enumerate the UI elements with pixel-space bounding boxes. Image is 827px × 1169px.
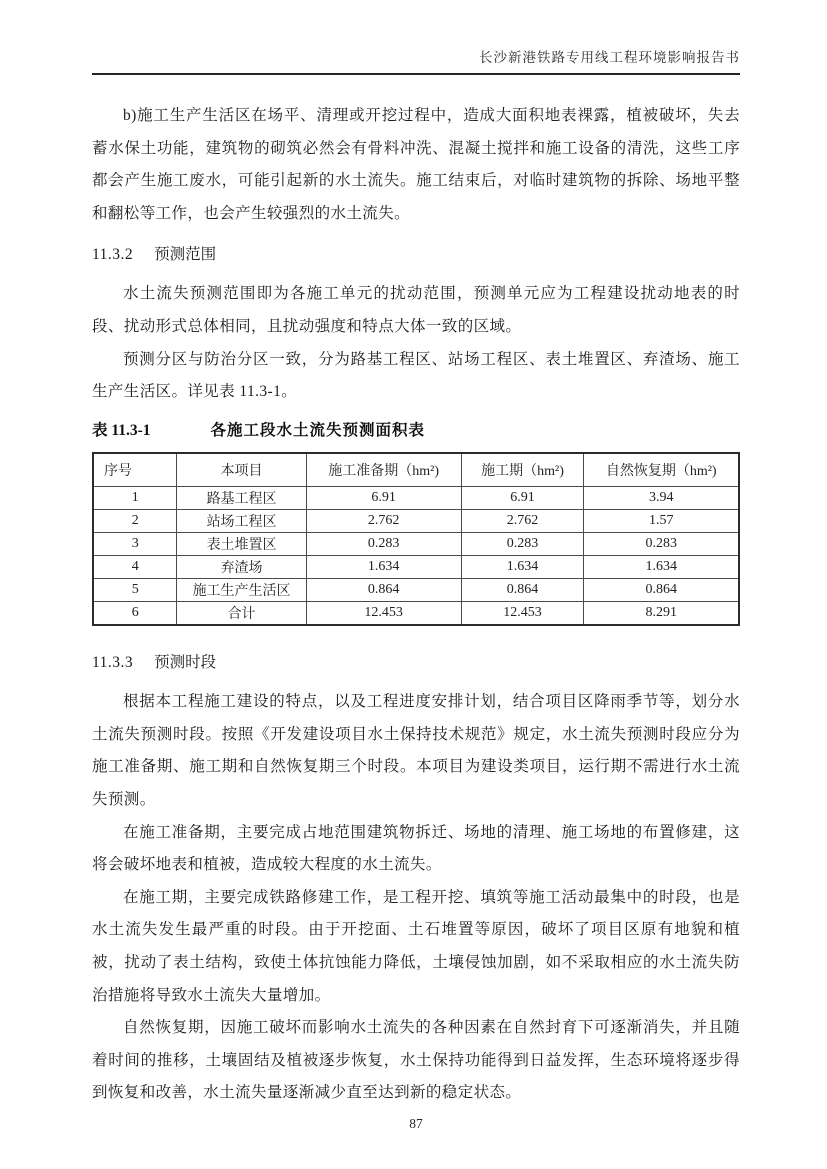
cell-index: 6 — [93, 602, 177, 626]
cell-project: 路基工程区 — [177, 487, 306, 510]
table-caption-title: 各施工段水土流失预测面积表 — [210, 421, 425, 439]
paragraph-recovery-period: 自然恢复期，因施工破坏而影响水土流失的各种因素在自然封育下可逐渐消失，并且随着时间的推移，土壤固结及植被逐步恢复，水土保持功能得到日益发挥，生态环境将逐步得到恢复和改善，水土流失量逐渐减少直至达到新的稳定状态。 — [92, 1019, 740, 1102]
cell-project: 表土堆置区 — [177, 533, 306, 556]
cell-recovery: 1.57 — [584, 510, 739, 533]
cell-prep: 2.762 — [306, 510, 461, 533]
section-heading-11-3-3 — [92, 647, 740, 679]
section-heading-11-3-2 — [92, 239, 740, 271]
cell-prep: 1.634 — [306, 556, 461, 579]
cell-project: 弃渣场 — [177, 556, 306, 579]
report-title: 长沙新港铁路专用线工程环境影响报告书 — [479, 50, 740, 65]
column-header-index: 序号 — [93, 453, 177, 487]
cell-recovery: 0.864 — [584, 579, 739, 602]
section-number: 11.3.2 — [92, 246, 134, 264]
paragraph-prediction-scope: 水土流失预测范围即为各施工单元的扰动范围，预测单元应为工程建设扰动地表的时段、扰动形式总体相同，且扰动强度和特点大体一致的区域。 — [92, 285, 740, 335]
cell-project: 站场工程区 — [177, 510, 306, 533]
table-row-total — [93, 602, 739, 626]
column-header-recovery-period: 自然恢复期（hm²) — [584, 453, 739, 487]
cell-recovery: 8.291 — [584, 602, 739, 626]
cell-construction: 0.864 — [461, 579, 584, 602]
column-header-prep-period: 施工准备期（hm²) — [306, 453, 461, 487]
cell-prep: 6.91 — [306, 487, 461, 510]
cell-prep: 12.453 — [306, 602, 461, 626]
paragraph-construction-period: 在施工期，主要完成铁路修建工作，是工程开挖、填筑等施工活动最集中的时段，也是水土流失发生最严重的时段。由于开挖面、土石堆置等原因，破坏了项目区原有地貌和植被，扰动了表土结构，致使土体抗蚀能力降低，土壤侵蚀加剧，如不采取相应的水土流失防治措施将导致水土流失大量增加。 — [92, 888, 740, 1004]
table-caption-label: 表 11.3-1 — [92, 421, 151, 439]
paragraph-prep-period: 在施工准备期，主要完成占地范围建筑物拆迁、场地的清理、施工场地的布置修建，这将会破坏地表和植被，造成较大程度的水土流失。 — [92, 823, 740, 874]
table-row — [93, 510, 739, 533]
cell-construction: 1.634 — [461, 556, 584, 579]
table-row — [93, 487, 739, 510]
column-header-construction-period: 施工期（hm²) — [461, 453, 584, 487]
spacer — [92, 626, 740, 638]
cell-construction: 6.91 — [461, 487, 584, 510]
cell-prep: 0.283 — [306, 533, 461, 556]
cell-recovery: 0.283 — [584, 533, 739, 556]
table-body — [93, 487, 739, 626]
cell-project: 施工生产生活区 — [177, 579, 306, 602]
paragraph-prediction-periods: 根据本工程施工建设的特点，以及工程进度安排计划，结合项目区降雨季节等，划分水土流失预测时段。按照《开发建设项目水土保持技术规范》规定，水土流失预测时段应分为施工准备期、施工期和自然恢复期三个时段。本项目为建设类项目，运行期不需进行水土流失预测。 — [92, 693, 740, 809]
cell-construction: 0.283 — [461, 533, 584, 556]
cell-index: 1 — [93, 487, 177, 510]
cell-construction: 2.762 — [461, 510, 584, 533]
cell-recovery: 3.94 — [584, 487, 739, 510]
cell-project: 合计 — [177, 602, 306, 626]
cell-index: 4 — [93, 556, 177, 579]
table-row — [93, 556, 739, 579]
table-row — [93, 533, 739, 556]
table-caption — [92, 417, 740, 445]
section-title: 预测时段 — [154, 654, 217, 672]
cell-index: 3 — [93, 533, 177, 556]
page-number: 87 — [409, 1115, 423, 1131]
cell-construction: 12.453 — [461, 602, 584, 626]
paragraph-construction-impact: b)施工生产生活区在场平、清理或开挖过程中，造成大面积地表裸露，植被破坏，失去蓄水保土功能，建筑物的砌筑必然会有骨料冲洗、混凝土搅拌和施工设备的清洗，这些工序都会产生施工废水，可能引起新的水土流失。施工结束后，对临时建筑物的拆除、场地平整和翻松等工作，也会产生较强烈的水土流失。 — [92, 107, 740, 222]
document-body — [92, 75, 740, 1132]
section-title: 预测范围 — [154, 246, 217, 264]
column-header-project: 本项目 — [177, 453, 306, 487]
cell-index: 2 — [93, 510, 177, 533]
cell-recovery: 1.634 — [584, 556, 739, 579]
section-number: 11.3.3 — [92, 654, 134, 672]
cell-index: 5 — [93, 579, 177, 602]
table-row — [93, 579, 739, 602]
paragraph-prediction-zones: 预测分区与防治分区一致，分为路基工程区、站场工程区、表土堆置区、弃渣场、施工生产生活区。详见表 11.3-1。 — [92, 350, 740, 401]
table-header — [93, 453, 739, 487]
soil-erosion-prediction-table — [92, 452, 740, 627]
running-header — [92, 46, 740, 73]
cell-prep: 0.864 — [306, 579, 461, 602]
table-header-row — [93, 453, 739, 487]
